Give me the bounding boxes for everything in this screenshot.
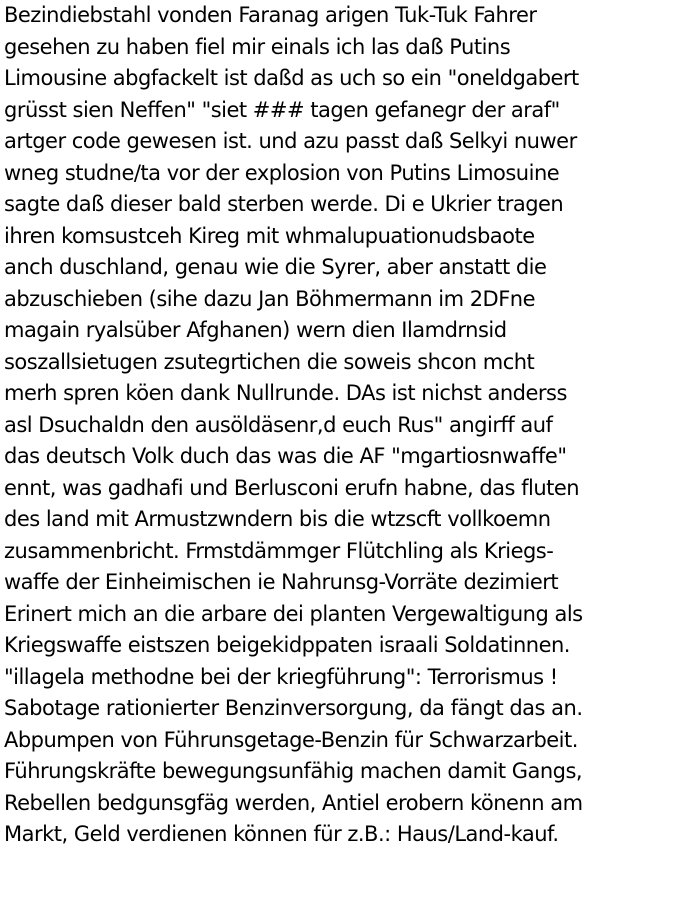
text-line: merh spren köen dank Nullrunde. DAs ist nichst anderss xyxy=(4,381,567,405)
text-line: des land mit Armustzwndern bis die wtzscft vollkoemn xyxy=(4,507,551,531)
text-line: abzuschieben (sihe dazu Jan Böhmermann im 2DFne xyxy=(4,286,535,311)
text-line: artger code gewesen ist. und azu passt daß Selkyi nuwer xyxy=(4,129,577,153)
document-text-block xyxy=(4,0,684,851)
text-line: Kriegswaffe eistszen beigekidppaten israali Soldatinnen. xyxy=(4,633,570,657)
text-line: grüsst sien Neffen" "siet ### tagen gefanegr der araf" xyxy=(4,97,560,122)
text-line: sagte daß dieser bald sterben werde. Di e Ukrier tragen xyxy=(4,192,564,216)
text-line: gesehen zu haben fiel mir einals ich las daß Putins xyxy=(4,34,511,59)
text-line: magain ryalsüber Afghanen) wern dien Ilamdrnsid xyxy=(4,318,507,342)
text-line: Markt, Geld verdienen können für z.B.: Haus/Land-kauf. xyxy=(4,822,559,846)
text-line: Erinert mich an die arbare dei planten Vergewaltigung als xyxy=(4,601,583,626)
text-line: das deutsch Volk duch das was die AF "mgartiosnwaffe" xyxy=(4,444,567,468)
text-line: Führungskräfte bewegungsunfähig machen damit Gangs, xyxy=(4,759,583,783)
text-line: zusammenbricht. Frmstdämmger Flütchling als Kriegs- xyxy=(4,538,554,563)
text-line: Sabotage rationierter Benzinversorgung, da fängt das an. xyxy=(4,696,583,720)
text-line: "illagela methodne bei der kriegführung": Terrorismus ! xyxy=(4,664,558,689)
text-line: Abpumpen von Führunsgetage-Benzin für Schwarzarbeit. xyxy=(4,727,578,752)
text-line: Bezindiebstahl vonden Faranag arigen Tuk-Tuk Fahrer xyxy=(4,3,537,27)
text-line: soszallsietugen zsutegrtichen die soweis shcon mcht xyxy=(4,349,535,374)
text-line: ihren komsustceh Kireg mit whmalupuationudsbaote xyxy=(4,223,535,248)
text-line: waffe der Einheimischen ie Nahrunsg-Vorräte dezimiert xyxy=(4,570,559,594)
text-line: anch duschland, genau wie die Syrer, aber anstatt die xyxy=(4,255,547,279)
text-line: Rebellen bedgunsgfäg werden, Antiel erobern könenn am xyxy=(4,790,583,815)
text-line: ennt, was gadhafi und Berlusconi erufn habne, das fluten xyxy=(4,475,580,500)
text-line: asl Dsuchaldn den ausöldäsenr,d euch Rus" angirff auf xyxy=(4,412,553,437)
text-line: Limousine abgfackelt ist daßd as uch so ein "oneldgabert xyxy=(4,66,579,90)
text-line: wneg studne/ta vor der explosion von Putins Limosuine xyxy=(4,160,560,185)
